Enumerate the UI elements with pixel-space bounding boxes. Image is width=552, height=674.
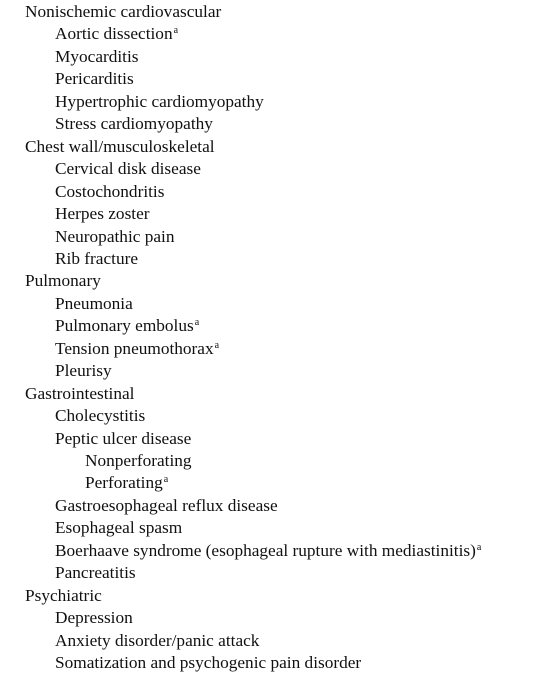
item-label: Somatization and psychogenic pain disorder <box>55 653 362 673</box>
item-label: Peptic ulcer disease <box>55 428 192 448</box>
item-label: Rib fracture <box>55 248 139 268</box>
list-item <box>0 203 150 225</box>
list-item <box>0 405 145 427</box>
list-item <box>0 338 219 360</box>
item-label: Hypertrophic cardiomyopathy <box>55 91 264 111</box>
footnote-marker: a <box>476 541 482 553</box>
item-label: Pulmonary embolus <box>55 316 194 336</box>
item-label: Boerhaave syndrome (esophageal rupture with mediastinitis) <box>55 540 476 560</box>
item-label: Myocarditis <box>55 46 139 66</box>
item-label: Pleurisy <box>55 361 112 381</box>
item-label: Pericarditis <box>55 69 134 89</box>
item-label: Perforating <box>85 473 163 493</box>
item-label: Pulmonary <box>25 271 101 291</box>
list-item <box>0 181 164 203</box>
list-item <box>0 517 182 539</box>
item-label: Aortic dissection <box>55 24 173 44</box>
list-item <box>0 23 178 45</box>
list-item <box>0 113 213 135</box>
footnote-marker: a <box>173 25 179 37</box>
list-item <box>0 562 136 584</box>
list-item <box>0 495 278 517</box>
list-item <box>0 360 112 382</box>
item-label: Psychiatric <box>25 585 102 605</box>
list-item <box>0 540 481 562</box>
item-label: Herpes zoster <box>55 204 150 224</box>
item-label: Nonperforating <box>85 451 192 470</box>
item-label: Stress cardiomyopathy <box>55 114 213 134</box>
footnote-marker: a <box>163 474 169 486</box>
list-item <box>0 46 139 68</box>
category-heading <box>0 270 101 292</box>
item-label: Cholecystitis <box>55 406 146 426</box>
item-label: Pancreatitis <box>55 563 136 583</box>
item-label: Neuropathic pain <box>55 226 175 246</box>
item-label: Pneumonia <box>55 293 133 313</box>
item-label: Costochondritis <box>55 181 165 201</box>
item-label: Depression <box>55 608 133 628</box>
footnote-marker: a <box>214 339 220 351</box>
item-label: Chest wall/musculoskeletal <box>25 136 215 156</box>
category-heading <box>0 585 102 607</box>
category-heading <box>0 1 221 23</box>
item-label: Gastrointestinal <box>25 383 135 403</box>
category-heading <box>0 136 215 158</box>
list-item <box>0 158 201 180</box>
list-item <box>0 248 138 270</box>
category-heading <box>0 383 134 405</box>
item-label: Esophageal spasm <box>55 518 183 538</box>
list-item <box>0 315 199 337</box>
list-item <box>0 472 168 494</box>
list-item <box>0 68 134 90</box>
item-label: Tension pneumothorax <box>55 338 214 358</box>
list-item <box>0 293 133 315</box>
list-item <box>0 450 192 472</box>
list-item <box>0 428 191 450</box>
list-item <box>0 652 361 674</box>
item-label: Anxiety disorder/panic attack <box>55 630 260 650</box>
item-label: Cervical disk disease <box>55 159 201 179</box>
list-item <box>0 630 259 652</box>
list-item <box>0 607 133 629</box>
list-item <box>0 226 174 248</box>
footnote-marker: a <box>194 317 200 329</box>
list-item <box>0 91 264 113</box>
item-label: Gastroesophageal reflux disease <box>55 495 278 515</box>
item-label: Nonischemic cardiovascular <box>25 2 222 21</box>
